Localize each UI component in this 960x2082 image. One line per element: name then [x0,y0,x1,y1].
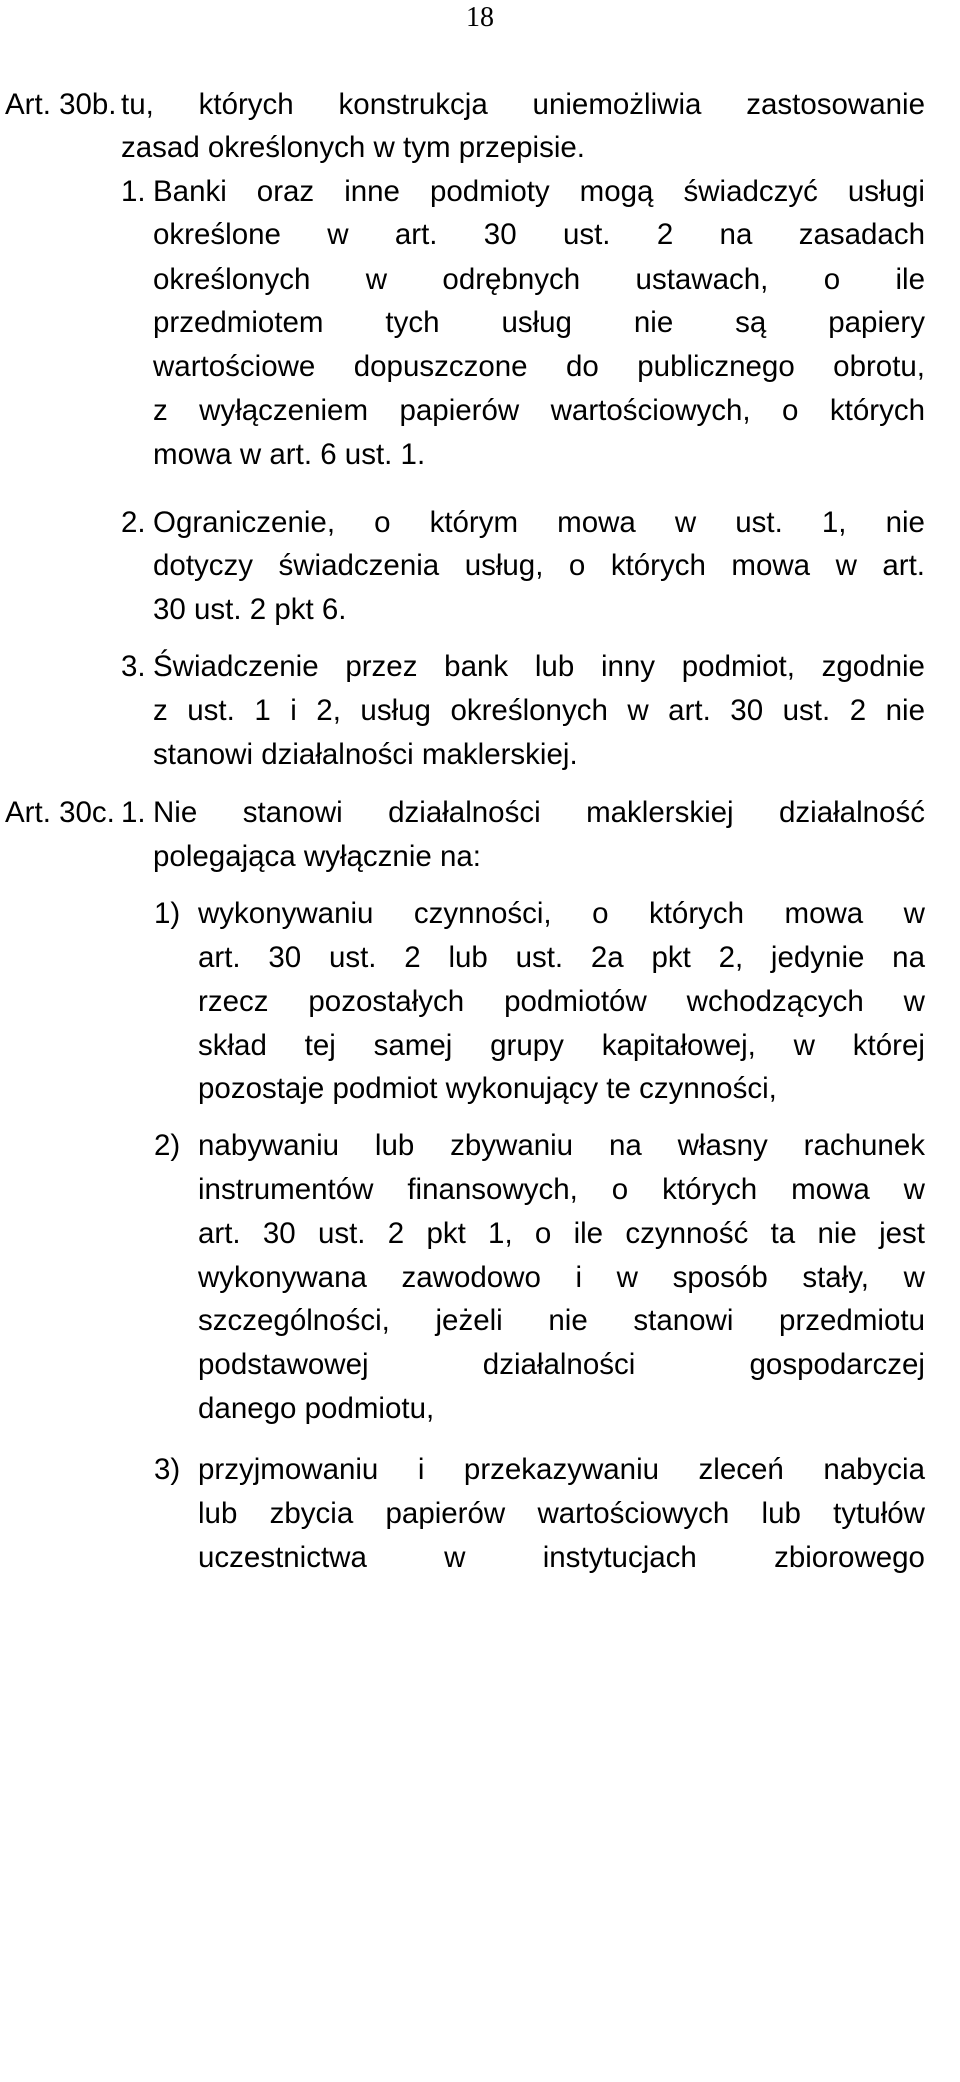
text-line: szczególności, jeżeli nie stanowi przedmiotu [198,1304,925,1337]
text-line: określone w art. 30 ust. 2 na zasadach [153,218,925,251]
text-line: stanowi działalności maklerskiej. [153,738,578,771]
text-line: skład tej samej grupy kapitałowej, w której [198,1029,925,1062]
text-line: pozostaje podmiot wykonujący te czynności, [198,1072,777,1105]
text-line: dotyczy świadczenia usług, o których mowa w art. [153,549,925,582]
text-line: lub zbycia papierów wartościowych lub tytułów [198,1497,925,1530]
text-line: przyjmowaniu i przekazywaniu zleceń nabycia [198,1453,925,1486]
text-line: nabywaniu lub zbywaniu na własny rachunek [198,1129,925,1162]
text-line: instrumentów finansowych, o których mowa w [198,1173,925,1206]
text-line: z wyłączeniem papierów wartościowych, o których [153,394,925,427]
paragraph-number: 2. [121,506,146,539]
text-line: wartościowe dopuszczone do publicznego obrotu, [153,350,925,383]
text-line: danego podmiotu, [198,1392,435,1425]
point-number: 2) [154,1129,181,1162]
text-line: Banki oraz inne podmioty mogą świadczyć usługi [153,175,925,208]
paragraph-number: 1. [121,796,146,829]
text-line: przedmiotem tych usług nie są papiery [153,306,925,339]
text-line: tu, których konstrukcja uniemożliwia zastosowanie [121,88,925,121]
text-line: rzecz pozostałych podmiotów wchodzących w [198,985,925,1018]
text-line: Ograniczenie, o którym mowa w ust. 1, nie [153,506,925,539]
text-line: Świadczenie przez bank lub inny podmiot, zgodnie [153,650,925,683]
text-line: podstawowej działalności gospodarczej [198,1348,925,1381]
paragraph-number: 3. [121,650,146,683]
text-line: art. 30 ust. 2 pkt 1, o ile czynność ta nie jest [198,1217,925,1250]
point-number: 3) [154,1453,181,1486]
text-line: określonych w odrębnych ustawach, o ile [153,263,925,296]
text-line: polegająca wyłącznie na: [153,840,481,873]
text-line: wykonywaniu czynności, o których mowa w [198,897,925,930]
article-label: Art. 30b. [5,88,117,121]
point-number: 1) [154,897,181,930]
text-line: mowa w art. 6 ust. 1. [153,438,426,471]
page-number: 18 [466,2,494,33]
text-line: uczestnictwa w instytucjach zbiorowego [198,1541,925,1574]
text-line: zasad określonych w tym przepisie. [121,131,585,164]
paragraph-number: 1. [121,175,146,208]
text-line: wykonywana zawodowo i w sposób stały, w [198,1261,925,1294]
text-line: 30 ust. 2 pkt 6. [153,593,347,626]
text-line: art. 30 ust. 2 lub ust. 2a pkt 2, jedynie na [198,941,925,974]
text-line: z ust. 1 i 2, usług określonych w art. 30 ust. 2 nie [153,694,925,727]
article-label: Art. 30c. [5,796,115,829]
text-line: Nie stanowi działalności maklerskiej działalność [153,796,925,829]
